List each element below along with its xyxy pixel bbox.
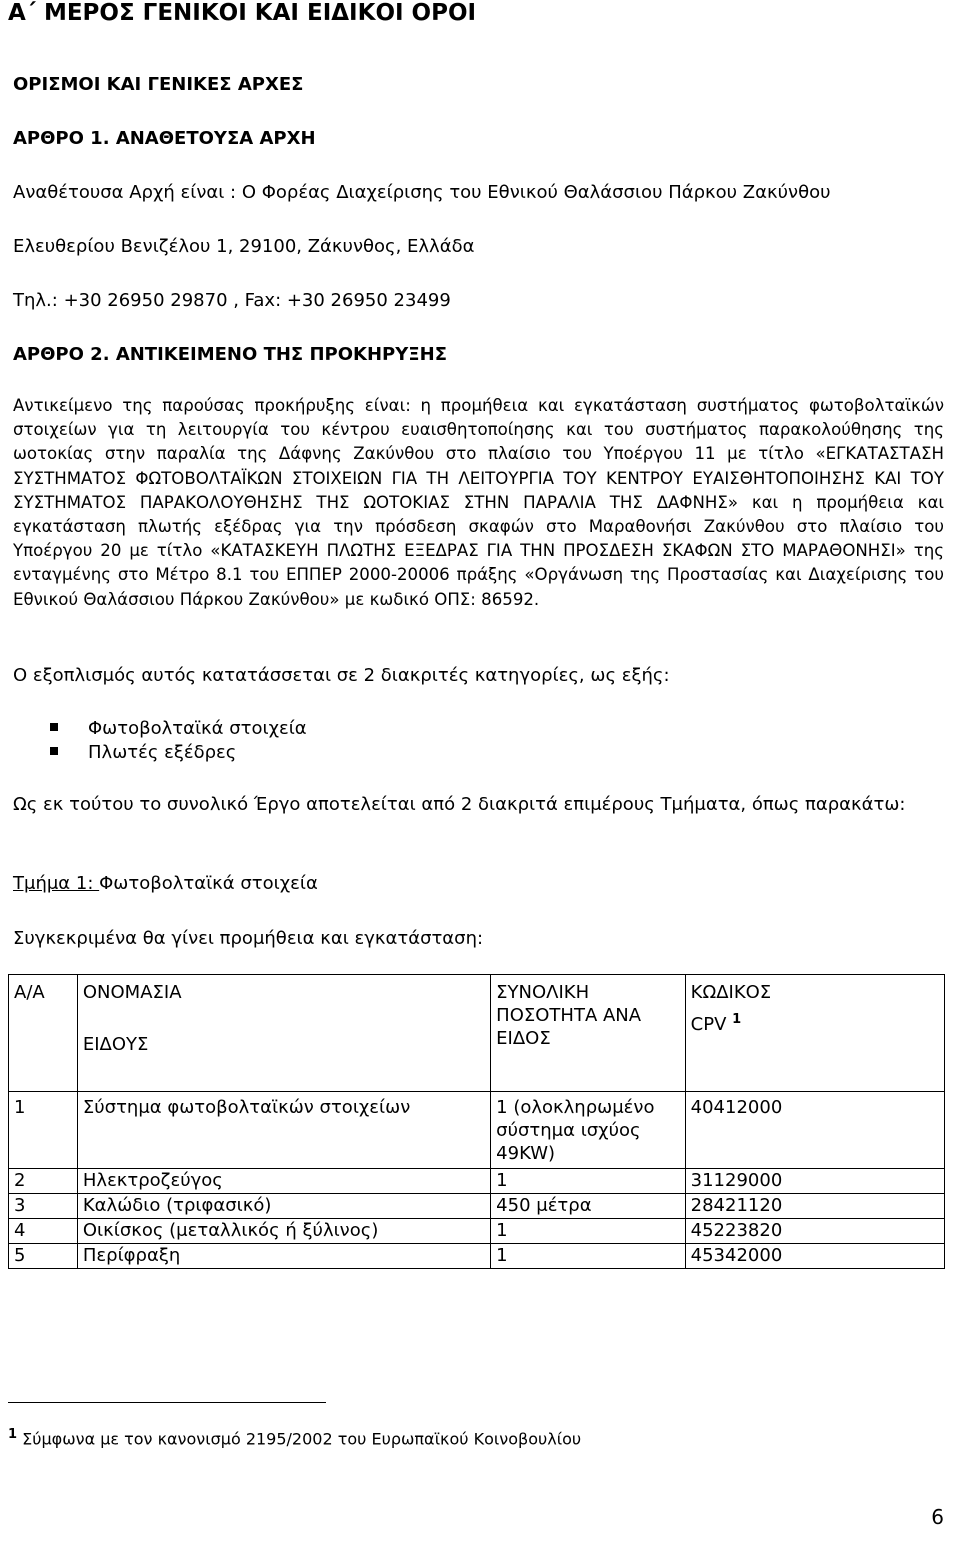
parts-intro: Ως εκ τούτου το συνολικό Έργο αποτελείται από 2 διακριτά επιμέρους Τμήματα, όπως παρακάτω: <box>13 794 906 815</box>
category-item <box>50 718 307 739</box>
bullet-square-icon <box>50 723 58 731</box>
footnote-marker: 1 <box>8 1427 18 1442</box>
footnote-text: Σύμφωνα με τον κανονισμό 2195/2002 του Ευρωπαϊκού Κοινοβουλίου <box>17 1429 582 1449</box>
cell-name: Σύστημα φωτοβολταϊκών στοιχείων <box>77 1092 490 1169</box>
header-code-line1: ΚΩΔΙΚΟΣ <box>690 982 772 1003</box>
header-name <box>77 975 490 1092</box>
address-line: Ελευθερίου Βενιζέλου 1, 29100, Ζάκυνθος, Ελλάδα <box>13 236 475 257</box>
article1-title: ΑΡΘΡΟ 1. ΑΝΑΘΕΤΟΥΣΑ ΑΡΧΗ <box>13 128 316 149</box>
cell-aa: 5 <box>9 1244 78 1269</box>
items-table <box>8 974 945 1269</box>
header-name-line2: ΕΙΔΟΥΣ <box>82 1034 149 1055</box>
cell-qty: 1 <box>491 1169 685 1194</box>
page-number: 6 <box>931 1505 944 1529</box>
cell-aa: 4 <box>9 1219 78 1244</box>
supply-intro: Συγκεκριμένα θα γίνει προμήθεια και εγκατάσταση: <box>13 928 484 949</box>
part1-name: Φωτοβολταϊκά στοιχεία <box>99 873 318 894</box>
part-title: Α΄ ΜΕΡΟΣ ΓΕΝΙΚΟΙ ΚΑΙ ΕΙΔΙΚΟΙ ΟΡΟΙ <box>8 0 477 26</box>
cell-name: Ηλεκτροζεύγος <box>77 1169 490 1194</box>
cell-qty: 450 μέτρα <box>491 1194 685 1219</box>
part1-label: Τμήμα 1: <box>13 873 100 894</box>
category-item <box>50 742 236 763</box>
header-name-line1: ΟΝΟΜΑΣΙΑ <box>82 982 182 1003</box>
footnote <box>8 1427 581 1448</box>
header-qty: ΣΥΝΟΛΙΚΗ ΠΟΣΟΤΗΤΑ ΑΝΑ ΕΙΔΟΣ <box>491 975 685 1092</box>
cell-cpv: 45342000 <box>685 1244 944 1269</box>
cell-aa: 1 <box>9 1092 78 1169</box>
table-row <box>9 1244 945 1269</box>
cell-qty: 1 (ολοκληρωμένο σύστημα ισχύος 49KW) <box>491 1092 685 1169</box>
cell-name: Καλώδιο (τριφασικό) <box>77 1194 490 1219</box>
cell-cpv: 28421120 <box>685 1194 944 1219</box>
part1-line <box>13 873 318 894</box>
category-label: Πλωτές εξέδρες <box>88 742 237 763</box>
cell-cpv: 31129000 <box>685 1169 944 1194</box>
footnote-divider <box>8 1402 326 1403</box>
table-row <box>9 1092 945 1169</box>
categories-intro: Ο εξοπλισμός αυτός κατατάσσεται σε 2 διακριτές κατηγορίες, ως εξής: <box>13 665 670 686</box>
contact-line: Τηλ.: +30 26950 29870 , Fax: +30 26950 23499 <box>13 290 451 311</box>
article2-title: ΑΡΘΡΟ 2. ΑΝΤΙΚΕΙΜΕΝΟ ΤΗΣ ΠΡΟΚΗΡΥΞΗΣ <box>13 344 448 365</box>
footnote-ref: 1 <box>732 1012 742 1027</box>
section-title: ΟΡΙΣΜΟΙ ΚΑΙ ΓΕΝΙΚΕΣ ΑΡΧΕΣ <box>13 74 304 95</box>
cell-qty: 1 <box>491 1219 685 1244</box>
cell-cpv: 40412000 <box>685 1092 944 1169</box>
table-header-row <box>9 975 945 1092</box>
header-code-line2: CPV <box>690 1014 727 1035</box>
cell-aa: 3 <box>9 1194 78 1219</box>
category-label: Φωτοβολταϊκά στοιχεία <box>88 718 307 739</box>
bullet-square-icon <box>50 747 58 755</box>
cell-name: Οικίσκος (μεταλλικός ή ξύλινος) <box>77 1219 490 1244</box>
cell-qty: 1 <box>491 1244 685 1269</box>
cell-cpv: 45223820 <box>685 1219 944 1244</box>
table-row <box>9 1194 945 1219</box>
cell-aa: 2 <box>9 1169 78 1194</box>
header-code <box>685 975 944 1092</box>
table-row <box>9 1219 945 1244</box>
table-row <box>9 1169 945 1194</box>
authority-line: Αναθέτουσα Αρχή είναι : Ο Φορέας Διαχείρισης του Εθνικού Θαλάσσιου Πάρκου Ζακύνθου <box>13 182 831 203</box>
cell-name: Περίφραξη <box>77 1244 490 1269</box>
article2-body: Αντικείμενο της παρούσας προκήρυξης είναι: η προμήθεια και εγκατάσταση συστήματος φωτοβολταϊκών στοιχείων για τη λειτουργία του κέντρου ευαισθητοποίησης και του συστήματος παρακολούθησης της ωοτοκίας στην παραλία της Δάφνης Ζακύνθου στο πλαίσιο του Υποέργου 11 με τίτλο «ΕΓΚΑΤΑΣΤΑΣΗ ΣΥΣΤΗΜΑΤΟΣ ΦΩΤΟΒΟΛΤΑΪΚΩΝ ΣΤΟΙΧΕΙΩΝ ΓΙΑ ΤΗ ΛΕΙΤΟΥΡΓΙΑ ΤΟΥ ΚΕΝΤΡΟΥ ΕΥΑΙΣΘΗΤΟΠΟΙΗΣΗΣ ΚΑΙ ΤΟΥ ΣΥΣΤΗΜΑΤΟΣ ΠΑΡΑΚΟΛΟΥΘΗΣΗΣ ΤΗΣ ΩΟΤΟΚΙΑΣ ΣΤΗΝ ΠΑΡΑΛΙΑ ΤΗΣ ΔΑΦΝΗΣ» και η προμήθεια και εγκατάσταση πλωτής εξέδρας για την πρόσδεση σκαφών στο Μαραθονήσι Ζακύνθου στο πλαίσιο του Υποέργου 20 με τίτλο «ΚΑΤΑΣΚΕΥΗ ΠΛΩΤΗΣ ΕΞΕΔΡΑΣ ΓΙΑ ΤΗΝ ΠΡΟΣΔΕΣΗ ΣΚΑΦΩΝ ΣΤΟ ΜΑΡΑΘΟΝΗΣΙ» της ενταγμένης στο Μέτρο 8.1 του ΕΠΠΕΡ 2000-20006 πράξης «Οργάνωση της Προστασίας και Διαχείρισης του Εθνικού Θαλάσσιου Πάρκου Ζακύνθου» με κωδικό ΟΠΣ: 86592. <box>13 396 944 609</box>
header-aa: Α/Α <box>9 975 78 1092</box>
